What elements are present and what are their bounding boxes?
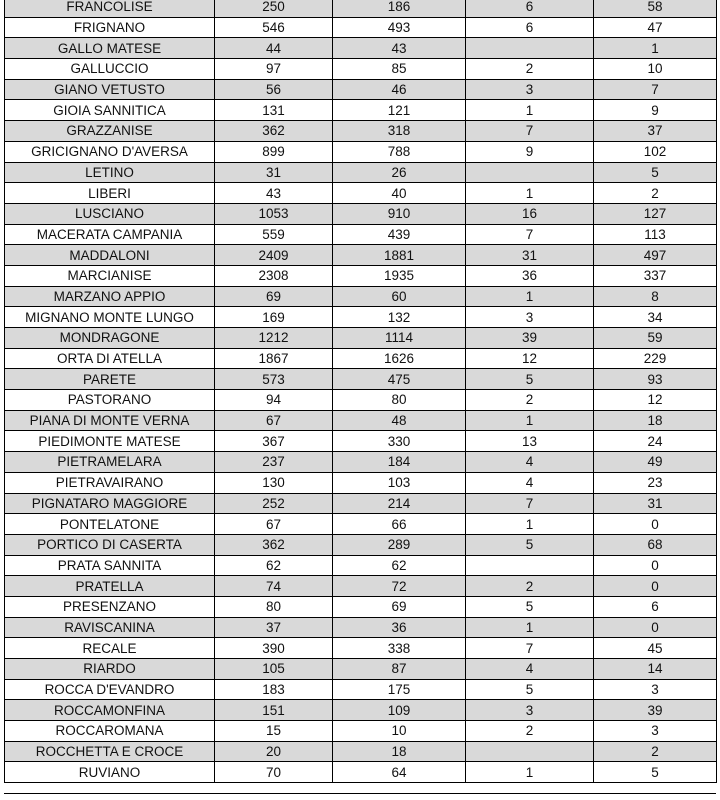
value-cell-col4: 5 <box>594 762 717 783</box>
value-cell-col2: 338 <box>333 638 466 659</box>
value-cell-col4: 229 <box>594 348 717 369</box>
value-cell-col3: 1 <box>466 183 594 204</box>
table-row <box>5 514 717 535</box>
value-cell-col4: 2 <box>594 741 717 762</box>
value-cell-col2: 1626 <box>333 348 466 369</box>
value-cell-col2: 66 <box>333 514 466 535</box>
municipality-name-cell: RAVISCANINA <box>5 617 215 638</box>
value-cell-col1: 237 <box>215 452 333 473</box>
value-cell-col3: 3 <box>466 79 594 100</box>
value-cell-col2: 1881 <box>333 245 466 266</box>
value-cell-col1: 899 <box>215 141 333 162</box>
municipality-name-cell: PRESENZANO <box>5 596 215 617</box>
value-cell-col2: 69 <box>333 596 466 617</box>
value-cell-col1: 44 <box>215 38 333 59</box>
value-cell-col4: 58 <box>594 0 717 17</box>
value-cell-col4: 3 <box>594 721 717 742</box>
value-cell-col1: 31 <box>215 162 333 183</box>
value-cell-col4: 24 <box>594 431 717 452</box>
value-cell-col3 <box>466 38 594 59</box>
value-cell-col1: 43 <box>215 183 333 204</box>
value-cell-col1: 20 <box>215 741 333 762</box>
value-cell-col4: 337 <box>594 265 717 286</box>
value-cell-col2: 64 <box>333 762 466 783</box>
value-cell-col3: 3 <box>466 307 594 328</box>
value-cell-col3: 36 <box>466 265 594 286</box>
table-row <box>5 100 717 121</box>
table-row <box>5 183 717 204</box>
value-cell-col2: 1935 <box>333 265 466 286</box>
value-cell-col3: 4 <box>466 659 594 680</box>
value-cell-col3: 7 <box>466 224 594 245</box>
table-row <box>5 141 717 162</box>
table-row <box>5 431 717 452</box>
table-row <box>5 307 717 328</box>
table-row <box>5 203 717 224</box>
value-cell-col3: 1 <box>466 100 594 121</box>
table-row <box>5 245 717 266</box>
value-cell-col1: 80 <box>215 596 333 617</box>
municipality-name-cell: PRATELLA <box>5 576 215 597</box>
value-cell-col4: 31 <box>594 493 717 514</box>
value-cell-col3: 2 <box>466 390 594 411</box>
value-cell-col2: 214 <box>333 493 466 514</box>
value-cell-col2: 72 <box>333 576 466 597</box>
value-cell-col4: 5 <box>594 162 717 183</box>
municipality-name-cell: RECALE <box>5 638 215 659</box>
table-row <box>5 265 717 286</box>
value-cell-col2: 40 <box>333 183 466 204</box>
value-cell-col4: 113 <box>594 224 717 245</box>
table-row <box>5 38 717 59</box>
value-cell-col3: 12 <box>466 348 594 369</box>
value-cell-col2: 121 <box>333 100 466 121</box>
value-cell-col3: 6 <box>466 17 594 38</box>
value-cell-col4: 14 <box>594 659 717 680</box>
municipality-name-cell: RUVIANO <box>5 762 215 783</box>
value-cell-col3: 3 <box>466 700 594 721</box>
value-cell-col3: 5 <box>466 596 594 617</box>
value-cell-col4: 6 <box>594 596 717 617</box>
value-cell-col3: 7 <box>466 638 594 659</box>
table-row <box>5 121 717 142</box>
value-cell-col1: 70 <box>215 762 333 783</box>
value-cell-col4: 37 <box>594 121 717 142</box>
value-cell-col2: 85 <box>333 59 466 80</box>
value-cell-col2: 87 <box>333 659 466 680</box>
value-cell-col3 <box>466 555 594 576</box>
value-cell-col4: 47 <box>594 17 717 38</box>
value-cell-col4: 102 <box>594 141 717 162</box>
value-cell-col2: 318 <box>333 121 466 142</box>
value-cell-col3: 31 <box>466 245 594 266</box>
value-cell-col2: 132 <box>333 307 466 328</box>
municipality-name-cell: MIGNANO MONTE LUNGO <box>5 307 215 328</box>
value-cell-col4: 127 <box>594 203 717 224</box>
value-cell-col3: 2 <box>466 576 594 597</box>
value-cell-col3: 39 <box>466 328 594 349</box>
value-cell-col4: 59 <box>594 328 717 349</box>
table-row <box>5 369 717 390</box>
value-cell-col3: 1 <box>466 514 594 535</box>
value-cell-col1: 67 <box>215 514 333 535</box>
value-cell-col1: 37 <box>215 617 333 638</box>
table-body <box>5 0 717 783</box>
value-cell-col4: 8 <box>594 286 717 307</box>
value-cell-col3: 1 <box>466 762 594 783</box>
value-cell-col3 <box>466 741 594 762</box>
value-cell-col2: 48 <box>333 410 466 431</box>
value-cell-col3: 9 <box>466 141 594 162</box>
value-cell-col2: 26 <box>333 162 466 183</box>
value-cell-col1: 131 <box>215 100 333 121</box>
value-cell-col4: 0 <box>594 555 717 576</box>
value-cell-col4: 10 <box>594 59 717 80</box>
data-table-container <box>4 0 716 783</box>
table-row <box>5 617 717 638</box>
value-cell-col2: 43 <box>333 38 466 59</box>
municipality-name-cell: LETINO <box>5 162 215 183</box>
value-cell-col1: 362 <box>215 121 333 142</box>
value-cell-col4: 2 <box>594 183 717 204</box>
municipality-name-cell: ROCCAMONFINA <box>5 700 215 721</box>
table-row <box>5 700 717 721</box>
municipality-name-cell: RIARDO <box>5 659 215 680</box>
value-cell-col1: 1867 <box>215 348 333 369</box>
value-cell-col4: 12 <box>594 390 717 411</box>
value-cell-col4: 3 <box>594 679 717 700</box>
value-cell-col1: 69 <box>215 286 333 307</box>
municipality-name-cell: LIBERI <box>5 183 215 204</box>
municipality-name-cell: GALLUCCIO <box>5 59 215 80</box>
municipality-name-cell: PRATA SANNITA <box>5 555 215 576</box>
value-cell-col2: 475 <box>333 369 466 390</box>
table-row <box>5 79 717 100</box>
value-cell-col2: 109 <box>333 700 466 721</box>
value-cell-col2: 910 <box>333 203 466 224</box>
municipality-name-cell: MONDRAGONE <box>5 328 215 349</box>
municipality-name-cell: PIEDIMONTE MATESE <box>5 431 215 452</box>
table-row <box>5 17 717 38</box>
table-row <box>5 762 717 783</box>
value-cell-col1: 183 <box>215 679 333 700</box>
table-row <box>5 410 717 431</box>
value-cell-col2: 184 <box>333 452 466 473</box>
value-cell-col4: 7 <box>594 79 717 100</box>
municipality-name-cell: FRANCOLISE <box>5 0 215 17</box>
municipality-name-cell: GIANO VETUSTO <box>5 79 215 100</box>
value-cell-col3: 4 <box>466 452 594 473</box>
value-cell-col2: 80 <box>333 390 466 411</box>
value-cell-col1: 390 <box>215 638 333 659</box>
value-cell-col3: 7 <box>466 121 594 142</box>
value-cell-col1: 573 <box>215 369 333 390</box>
table-row <box>5 596 717 617</box>
value-cell-col4: 0 <box>594 617 717 638</box>
value-cell-col3: 2 <box>466 59 594 80</box>
value-cell-col1: 1212 <box>215 328 333 349</box>
municipality-name-cell: PIETRAVAIRANO <box>5 472 215 493</box>
value-cell-col2: 330 <box>333 431 466 452</box>
value-cell-col1: 97 <box>215 59 333 80</box>
value-cell-col4: 23 <box>594 472 717 493</box>
municipality-name-cell: FRIGNANO <box>5 17 215 38</box>
value-cell-col2: 103 <box>333 472 466 493</box>
municipality-name-cell: ROCCAROMANA <box>5 721 215 742</box>
municipality-name-cell: PIANA DI MONTE VERNA <box>5 410 215 431</box>
table-row <box>5 679 717 700</box>
value-cell-col3: 1 <box>466 286 594 307</box>
table-row <box>5 348 717 369</box>
value-cell-col3: 7 <box>466 493 594 514</box>
table-row <box>5 659 717 680</box>
table-row <box>5 638 717 659</box>
value-cell-col1: 94 <box>215 390 333 411</box>
value-cell-col3: 5 <box>466 534 594 555</box>
value-cell-col2: 186 <box>333 0 466 17</box>
value-cell-col2: 439 <box>333 224 466 245</box>
value-cell-col4: 68 <box>594 534 717 555</box>
table-bottom-border <box>4 793 716 794</box>
value-cell-col3: 16 <box>466 203 594 224</box>
value-cell-col2: 1114 <box>333 328 466 349</box>
value-cell-col1: 62 <box>215 555 333 576</box>
municipality-table <box>4 0 717 783</box>
municipality-name-cell: PARETE <box>5 369 215 390</box>
value-cell-col3: 6 <box>466 0 594 17</box>
value-cell-col1: 56 <box>215 79 333 100</box>
value-cell-col4: 0 <box>594 514 717 535</box>
value-cell-col1: 2409 <box>215 245 333 266</box>
municipality-name-cell: PIGNATARO MAGGIORE <box>5 493 215 514</box>
municipality-name-cell: PORTICO DI CASERTA <box>5 534 215 555</box>
municipality-name-cell: ROCCA D'EVANDRO <box>5 679 215 700</box>
value-cell-col1: 367 <box>215 431 333 452</box>
table-row <box>5 555 717 576</box>
value-cell-col2: 36 <box>333 617 466 638</box>
value-cell-col1: 2308 <box>215 265 333 286</box>
table-row <box>5 452 717 473</box>
table-row <box>5 576 717 597</box>
table-row <box>5 534 717 555</box>
municipality-name-cell: PONTELATONE <box>5 514 215 535</box>
value-cell-col3: 4 <box>466 472 594 493</box>
value-cell-col4: 1 <box>594 38 717 59</box>
value-cell-col1: 105 <box>215 659 333 680</box>
value-cell-col2: 18 <box>333 741 466 762</box>
table-row <box>5 493 717 514</box>
table-row <box>5 0 717 17</box>
municipality-name-cell: ORTA DI ATELLA <box>5 348 215 369</box>
value-cell-col1: 250 <box>215 0 333 17</box>
value-cell-col4: 49 <box>594 452 717 473</box>
table-row <box>5 390 717 411</box>
value-cell-col3: 5 <box>466 679 594 700</box>
municipality-name-cell: GRAZZANISE <box>5 121 215 142</box>
value-cell-col3 <box>466 162 594 183</box>
value-cell-col1: 130 <box>215 472 333 493</box>
value-cell-col4: 39 <box>594 700 717 721</box>
value-cell-col4: 93 <box>594 369 717 390</box>
value-cell-col3: 13 <box>466 431 594 452</box>
municipality-name-cell: GIOIA SANNITICA <box>5 100 215 121</box>
municipality-name-cell: MARCIANISE <box>5 265 215 286</box>
value-cell-col1: 1053 <box>215 203 333 224</box>
value-cell-col1: 559 <box>215 224 333 245</box>
table-row <box>5 721 717 742</box>
municipality-name-cell: ROCCHETTA E CROCE <box>5 741 215 762</box>
value-cell-col1: 74 <box>215 576 333 597</box>
table-row <box>5 472 717 493</box>
value-cell-col2: 10 <box>333 721 466 742</box>
municipality-name-cell: GALLO MATESE <box>5 38 215 59</box>
table-row <box>5 328 717 349</box>
value-cell-col3: 1 <box>466 617 594 638</box>
value-cell-col3: 5 <box>466 369 594 390</box>
table-row <box>5 162 717 183</box>
value-cell-col3: 1 <box>466 410 594 431</box>
value-cell-col1: 67 <box>215 410 333 431</box>
table-row <box>5 224 717 245</box>
municipality-name-cell: PIETRAMELARA <box>5 452 215 473</box>
value-cell-col1: 362 <box>215 534 333 555</box>
value-cell-col4: 0 <box>594 576 717 597</box>
value-cell-col1: 546 <box>215 17 333 38</box>
table-row <box>5 741 717 762</box>
value-cell-col1: 252 <box>215 493 333 514</box>
value-cell-col2: 62 <box>333 555 466 576</box>
value-cell-col1: 151 <box>215 700 333 721</box>
municipality-name-cell: MADDALONI <box>5 245 215 266</box>
municipality-name-cell: PASTORANO <box>5 390 215 411</box>
value-cell-col2: 175 <box>333 679 466 700</box>
value-cell-col4: 45 <box>594 638 717 659</box>
value-cell-col4: 497 <box>594 245 717 266</box>
value-cell-col1: 169 <box>215 307 333 328</box>
value-cell-col4: 18 <box>594 410 717 431</box>
value-cell-col4: 34 <box>594 307 717 328</box>
value-cell-col3: 2 <box>466 721 594 742</box>
municipality-name-cell: LUSCIANO <box>5 203 215 224</box>
value-cell-col2: 46 <box>333 79 466 100</box>
value-cell-col4: 9 <box>594 100 717 121</box>
value-cell-col2: 493 <box>333 17 466 38</box>
value-cell-col2: 60 <box>333 286 466 307</box>
municipality-name-cell: GRICIGNANO D'AVERSA <box>5 141 215 162</box>
municipality-name-cell: MACERATA CAMPANIA <box>5 224 215 245</box>
value-cell-col2: 289 <box>333 534 466 555</box>
municipality-name-cell: MARZANO APPIO <box>5 286 215 307</box>
value-cell-col2: 788 <box>333 141 466 162</box>
value-cell-col1: 15 <box>215 721 333 742</box>
table-row <box>5 286 717 307</box>
table-row <box>5 59 717 80</box>
